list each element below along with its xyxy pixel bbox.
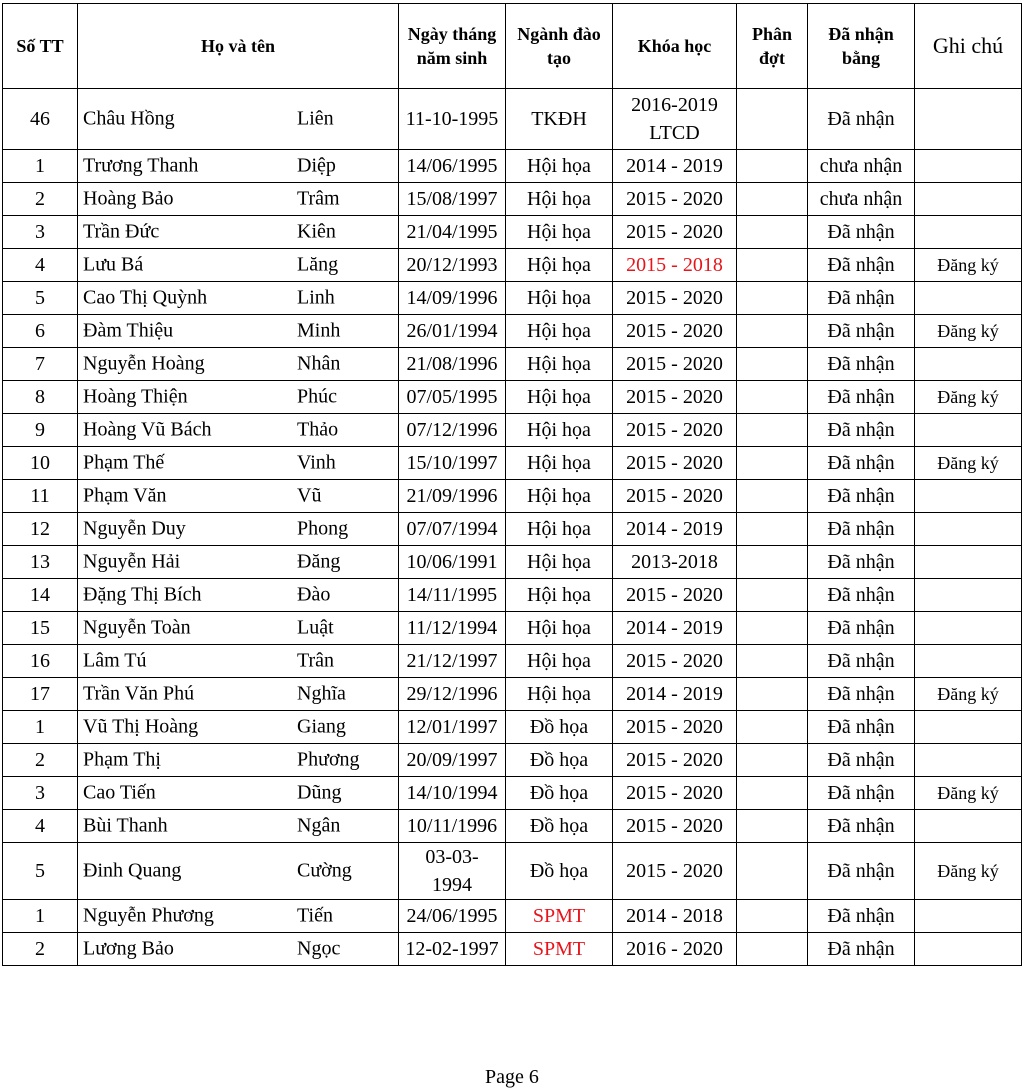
header-dob: Ngày tháng năm sinh [399, 4, 506, 89]
row-received: Đã nhận [808, 546, 915, 579]
row-first-name: Lưu Bá [83, 253, 144, 276]
row-full-name [78, 315, 399, 348]
row-full-name [78, 249, 399, 282]
row-stt: 1 [3, 900, 78, 933]
row-received: Đã nhận [808, 282, 915, 315]
row-stt: 16 [3, 645, 78, 678]
row-full-name [78, 381, 399, 414]
row-major: Hội họa [506, 612, 613, 645]
row-full-name [78, 579, 399, 612]
row-dob: 12-02-1997 [399, 933, 506, 966]
row-first-name: Đàm Thiệu [83, 319, 174, 342]
row-given-name: Ngọc [297, 937, 341, 960]
row-stt: 9 [3, 414, 78, 447]
row-full-name [78, 414, 399, 447]
row-given-name: Liên [297, 107, 334, 130]
table-row [3, 843, 1022, 900]
row-first-name: Nguyễn Hoàng [83, 352, 205, 375]
row-given-name: Tiến [297, 904, 333, 927]
row-full-name [78, 546, 399, 579]
row-major: Hội họa [506, 480, 613, 513]
row-course: 2014 - 2019 [613, 513, 737, 546]
row-received: Đã nhận [808, 447, 915, 480]
row-received: chưa nhận [808, 150, 915, 183]
row-given-name: Phong [297, 517, 349, 540]
row-first-name: Hoàng Vũ Bách [83, 418, 212, 441]
row-first-name: Lâm Tú [83, 649, 147, 672]
table-row [3, 900, 1022, 933]
table-row [3, 579, 1022, 612]
row-note [915, 183, 1022, 216]
row-given-name: Diệp [297, 154, 336, 177]
row-given-name: Đăng [297, 550, 341, 573]
row-received: Đã nhận [808, 579, 915, 612]
row-first-name: Trần Đức [83, 220, 160, 243]
row-course: 2015 - 2020 [613, 381, 737, 414]
row-first-name: Hoàng Bảo [83, 187, 174, 210]
row-first-name: Lương Bảo [83, 937, 174, 960]
row-received: Đã nhận [808, 381, 915, 414]
row-major: Hội họa [506, 282, 613, 315]
row-stt: 8 [3, 381, 78, 414]
table-header [3, 4, 1022, 89]
header-phase: Phân đợt [737, 4, 808, 89]
row-dob: 21/04/1995 [399, 216, 506, 249]
row-received: Đã nhận [808, 414, 915, 447]
row-dob: 20/12/1993 [399, 249, 506, 282]
row-note [915, 810, 1022, 843]
row-note [915, 546, 1022, 579]
row-full-name [78, 933, 399, 966]
row-note [915, 645, 1022, 678]
row-dob: 21/12/1997 [399, 645, 506, 678]
row-major: Hội họa [506, 579, 613, 612]
row-dob: 07/07/1994 [399, 513, 506, 546]
row-first-name: Nguyễn Toàn [83, 616, 191, 639]
row-given-name: Kiên [297, 220, 336, 243]
row-note [915, 579, 1022, 612]
row-major: Hội họa [506, 678, 613, 711]
row-phase [737, 348, 808, 381]
page-number: Page 6 [485, 1066, 539, 1088]
table-row [3, 381, 1022, 414]
row-course: 2015 - 2020 [613, 348, 737, 381]
row-major: Hội họa [506, 381, 613, 414]
row-course: 2016-2019 LTCD [613, 89, 737, 150]
row-stt: 46 [3, 89, 78, 150]
row-note: Đăng ký [915, 249, 1022, 282]
row-first-name: Nguyễn Duy [83, 517, 186, 540]
row-full-name [78, 348, 399, 381]
row-note [915, 150, 1022, 183]
row-major: Đồ họa [506, 711, 613, 744]
row-note [915, 933, 1022, 966]
row-full-name [78, 282, 399, 315]
row-course: 2015 - 2020 [613, 315, 737, 348]
row-phase [737, 810, 808, 843]
row-full-name [78, 150, 399, 183]
row-course: 2015 - 2020 [613, 810, 737, 843]
header-course: Khóa học [613, 4, 737, 89]
row-note: Đăng ký [915, 447, 1022, 480]
row-given-name: Trân [297, 649, 335, 672]
row-phase [737, 447, 808, 480]
row-first-name: Phạm Thế [83, 451, 165, 474]
row-full-name [78, 711, 399, 744]
table-row [3, 777, 1022, 810]
table-row [3, 645, 1022, 678]
row-stt: 4 [3, 249, 78, 282]
row-dob: 11/12/1994 [399, 612, 506, 645]
row-dob: 21/09/1996 [399, 480, 506, 513]
row-note [915, 711, 1022, 744]
table-row [3, 546, 1022, 579]
row-course: 2015 - 2018 [613, 249, 737, 282]
row-first-name: Trần Văn Phú [83, 682, 195, 705]
row-stt: 10 [3, 447, 78, 480]
header-received: Đã nhận bằng [808, 4, 915, 89]
row-full-name [78, 645, 399, 678]
row-dob: 12/01/1997 [399, 711, 506, 744]
row-major: Hội họa [506, 513, 613, 546]
row-course: 2015 - 2020 [613, 183, 737, 216]
row-stt: 5 [3, 843, 78, 900]
row-course: 2013-2018 [613, 546, 737, 579]
row-course: 2016 - 2020 [613, 933, 737, 966]
row-first-name: Nguyễn Hải [83, 550, 181, 573]
row-major: Hội họa [506, 183, 613, 216]
row-full-name [78, 480, 399, 513]
row-course: 2014 - 2019 [613, 678, 737, 711]
row-received: Đã nhận [808, 216, 915, 249]
row-course: 2015 - 2020 [613, 744, 737, 777]
row-phase [737, 183, 808, 216]
row-first-name: Đặng Thị Bích [83, 583, 202, 606]
table-row [3, 447, 1022, 480]
row-phase [737, 89, 808, 150]
row-phase [737, 678, 808, 711]
row-given-name: Cường [297, 859, 352, 882]
header-note: Ghi chú [915, 4, 1022, 89]
row-major: Hội họa [506, 249, 613, 282]
row-course: 2015 - 2020 [613, 645, 737, 678]
row-phase [737, 216, 808, 249]
row-full-name [78, 843, 399, 900]
row-received: chưa nhận [808, 183, 915, 216]
row-note [915, 612, 1022, 645]
row-course: 2015 - 2020 [613, 414, 737, 447]
row-stt: 1 [3, 711, 78, 744]
row-note: Đăng ký [915, 843, 1022, 900]
row-course: 2015 - 2020 [613, 777, 737, 810]
row-dob: 14/09/1996 [399, 282, 506, 315]
row-major: Đồ họa [506, 843, 613, 900]
row-first-name: Cao Thị Quỳnh [83, 286, 208, 309]
row-course: 2015 - 2020 [613, 843, 737, 900]
table-row [3, 216, 1022, 249]
table-body [3, 89, 1022, 966]
row-received: Đã nhận [808, 315, 915, 348]
row-stt: 11 [3, 480, 78, 513]
row-first-name: Nguyễn Phương [83, 904, 214, 927]
table-row [3, 183, 1022, 216]
row-major: Đồ họa [506, 810, 613, 843]
table-row [3, 282, 1022, 315]
row-note [915, 744, 1022, 777]
row-full-name [78, 678, 399, 711]
row-course: 2014 - 2019 [613, 150, 737, 183]
row-first-name: Hoàng Thiện [83, 385, 188, 408]
row-full-name [78, 513, 399, 546]
row-dob: 14/11/1995 [399, 579, 506, 612]
row-full-name [78, 810, 399, 843]
row-first-name: Bùi Thanh [83, 814, 168, 837]
row-note: Đăng ký [915, 678, 1022, 711]
row-given-name: Phúc [297, 385, 337, 408]
row-dob: 15/08/1997 [399, 183, 506, 216]
row-received: Đã nhận [808, 645, 915, 678]
row-phase [737, 645, 808, 678]
row-course: 2015 - 2020 [613, 447, 737, 480]
row-dob: 29/12/1996 [399, 678, 506, 711]
row-note [915, 480, 1022, 513]
row-first-name: Phạm Văn [83, 484, 167, 507]
table-row [3, 315, 1022, 348]
row-dob: 10/11/1996 [399, 810, 506, 843]
row-note: Đăng ký [915, 777, 1022, 810]
row-given-name: Vũ [297, 484, 322, 507]
row-phase [737, 381, 808, 414]
row-major: Đồ họa [506, 777, 613, 810]
row-phase [737, 480, 808, 513]
row-dob: 26/01/1994 [399, 315, 506, 348]
table-row [3, 810, 1022, 843]
row-given-name: Giang [297, 715, 346, 738]
row-major: Hội họa [506, 216, 613, 249]
row-stt: 1 [3, 150, 78, 183]
row-note [915, 216, 1022, 249]
row-stt: 2 [3, 933, 78, 966]
header-major: Ngành đào tạo [506, 4, 613, 89]
row-phase [737, 579, 808, 612]
table-row [3, 744, 1022, 777]
row-course: 2014 - 2018 [613, 900, 737, 933]
table-row [3, 711, 1022, 744]
table-row [3, 612, 1022, 645]
row-course: 2015 - 2020 [613, 711, 737, 744]
row-dob: 24/06/1995 [399, 900, 506, 933]
table-row [3, 513, 1022, 546]
table-row [3, 89, 1022, 150]
row-stt: 6 [3, 315, 78, 348]
row-note [915, 900, 1022, 933]
row-received: Đã nhận [808, 900, 915, 933]
row-dob: 07/12/1996 [399, 414, 506, 447]
row-dob: 14/06/1995 [399, 150, 506, 183]
table-row [3, 933, 1022, 966]
row-given-name: Lăng [297, 253, 339, 276]
row-received: Đã nhận [808, 348, 915, 381]
row-course: 2015 - 2020 [613, 480, 737, 513]
row-given-name: Linh [297, 286, 335, 309]
row-received: Đã nhận [808, 843, 915, 900]
row-stt: 2 [3, 183, 78, 216]
row-note [915, 414, 1022, 447]
row-received: Đã nhận [808, 678, 915, 711]
row-dob: 10/06/1991 [399, 546, 506, 579]
row-given-name: Đào [297, 583, 331, 606]
table-row [3, 480, 1022, 513]
row-full-name [78, 900, 399, 933]
row-stt: 15 [3, 612, 78, 645]
row-given-name: Trâm [297, 187, 340, 210]
row-first-name: Vũ Thị Hoàng [83, 715, 199, 738]
row-phase [737, 249, 808, 282]
row-major: TKĐH [506, 89, 613, 150]
row-major: SPMT [506, 900, 613, 933]
row-stt: 12 [3, 513, 78, 546]
table-row [3, 150, 1022, 183]
row-given-name: Vinh [297, 451, 336, 474]
row-received: Đã nhận [808, 777, 915, 810]
row-full-name [78, 183, 399, 216]
row-first-name: Cao Tiến [83, 781, 156, 804]
table-row [3, 678, 1022, 711]
row-note [915, 513, 1022, 546]
row-phase [737, 150, 808, 183]
row-phase [737, 546, 808, 579]
row-received: Đã nhận [808, 249, 915, 282]
row-dob: 03-03-1994 [399, 843, 506, 900]
row-phase [737, 414, 808, 447]
row-first-name: Đinh Quang [83, 859, 182, 882]
row-full-name [78, 89, 399, 150]
row-received: Đã nhận [808, 612, 915, 645]
row-received: Đã nhận [808, 744, 915, 777]
row-given-name: Nhân [297, 352, 341, 375]
row-dob: 07/05/1995 [399, 381, 506, 414]
row-stt: 5 [3, 282, 78, 315]
row-stt: 2 [3, 744, 78, 777]
row-note [915, 282, 1022, 315]
row-major: Hội họa [506, 447, 613, 480]
row-phase [737, 777, 808, 810]
row-given-name: Luật [297, 616, 334, 639]
row-stt: 7 [3, 348, 78, 381]
row-note: Đăng ký [915, 315, 1022, 348]
row-received: Đã nhận [808, 513, 915, 546]
row-first-name: Phạm Thị [83, 748, 161, 771]
row-dob: 15/10/1997 [399, 447, 506, 480]
row-major: Hội họa [506, 414, 613, 447]
row-major: Hội họa [506, 546, 613, 579]
row-given-name: Minh [297, 319, 341, 342]
row-full-name [78, 216, 399, 249]
row-note: Đăng ký [915, 381, 1022, 414]
row-phase [737, 282, 808, 315]
table-row [3, 249, 1022, 282]
row-major: Hội họa [506, 348, 613, 381]
row-course: 2015 - 2020 [613, 579, 737, 612]
row-first-name: Châu Hồng [83, 107, 175, 130]
row-stt: 14 [3, 579, 78, 612]
row-stt: 3 [3, 777, 78, 810]
table-row [3, 414, 1022, 447]
row-stt: 3 [3, 216, 78, 249]
row-phase [737, 513, 808, 546]
row-received: Đã nhận [808, 933, 915, 966]
row-full-name [78, 612, 399, 645]
row-received: Đã nhận [808, 810, 915, 843]
row-given-name: Nghĩa [297, 682, 346, 705]
row-given-name: Dũng [297, 781, 342, 804]
row-dob: 14/10/1994 [399, 777, 506, 810]
row-major: Hội họa [506, 150, 613, 183]
table-row [3, 348, 1022, 381]
header-row [3, 4, 1022, 89]
row-phase [737, 744, 808, 777]
row-phase [737, 933, 808, 966]
row-given-name: Thảo [297, 418, 339, 441]
row-major: Đồ họa [506, 744, 613, 777]
row-major: SPMT [506, 933, 613, 966]
row-major: Hội họa [506, 315, 613, 348]
row-course: 2015 - 2020 [613, 216, 737, 249]
row-dob: 20/09/1997 [399, 744, 506, 777]
row-received: Đã nhận [808, 89, 915, 150]
row-first-name: Trương Thanh [83, 154, 199, 177]
row-stt: 4 [3, 810, 78, 843]
row-dob: 11-10-1995 [399, 89, 506, 150]
header-stt: Số TT [3, 4, 78, 89]
row-received: Đã nhận [808, 480, 915, 513]
graduates-table [2, 3, 1022, 966]
row-note [915, 89, 1022, 150]
row-major: Hội họa [506, 645, 613, 678]
row-phase [737, 900, 808, 933]
row-dob: 21/08/1996 [399, 348, 506, 381]
row-phase [737, 315, 808, 348]
row-full-name [78, 777, 399, 810]
row-stt: 13 [3, 546, 78, 579]
header-name: Họ và tên [78, 4, 399, 89]
row-course: 2014 - 2019 [613, 612, 737, 645]
row-full-name [78, 447, 399, 480]
row-course: 2015 - 2020 [613, 282, 737, 315]
row-received: Đã nhận [808, 711, 915, 744]
row-phase [737, 711, 808, 744]
row-given-name: Ngân [297, 814, 341, 837]
row-note [915, 348, 1022, 381]
row-given-name: Phương [297, 748, 360, 771]
row-phase [737, 612, 808, 645]
row-stt: 17 [3, 678, 78, 711]
row-phase [737, 843, 808, 900]
row-full-name [78, 744, 399, 777]
